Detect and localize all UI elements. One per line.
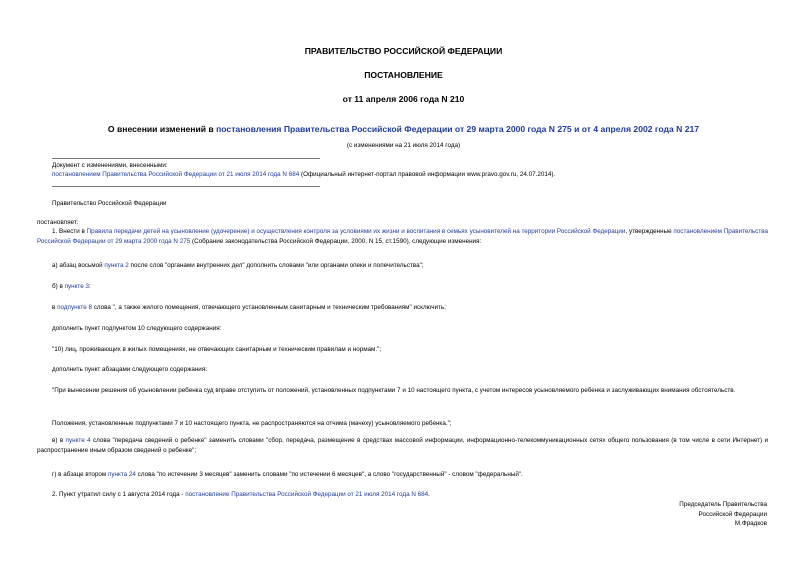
document-title [0,124,807,134]
item-b-1 [52,303,446,312]
divider-bottom [52,186,320,187]
item-b-4: дополнить пункт абзацами следующего содержания: [52,366,207,373]
item-b-text-1: б) в [52,283,65,290]
item-v-text-2: слова "передача сведений о ребенке" заменить словами "сбор, передача, размещение в средствах массовой информации, информационно-телекоммуникационных сетях общего пользования (в том числе в сети Интернет) и распространение иным образом сведений о ребенке"; [37,437,768,454]
item-g-text-1: г) в абзаце втором [52,471,108,478]
p2-text-b: . [428,491,430,498]
header-doc-type: ПОСТАНОВЛЕНИЕ [364,70,443,80]
point-24-link[interactable]: пункта 24 [108,471,136,478]
header-date: от 11 апреля 2006 года N 210 [342,94,465,104]
quote-1: "При вынесении решения об усыновлении ребенка суд вправе отступить от положений, установленных подпунктами 7 и 10 настоящего пункта, с учетом интересов усыновляемого ребенка и заслуживающих внимания обстоятельств. [52,387,736,394]
point-2-link[interactable]: пункта 2 [104,262,129,269]
gov-line: Правительство Российской Федерации [52,200,167,207]
changes-link[interactable]: постановлением Правительства Российской Федерации от 21 июля 2014 года N 684 [52,171,300,178]
changes-line [52,170,555,179]
item-b1-text-1: в [52,304,58,311]
decree-275-link[interactable]: постановлением Правительства Российской Федерации от 29 марта 2000 года N 275 [37,228,768,245]
item-b-3: "10) лиц, проживающих в жилых помещениях, не отвечающих санитарным и техническим правилам и нормам."; [52,346,382,353]
point-3-link[interactable]: пункте 3 [64,283,89,290]
divider-top [52,158,320,159]
p2-text-a: 2. Пункт утратил силу с 1 августа 2014 года - [52,491,186,498]
changes-label: Документ с изменениями, внесенными: [52,162,168,169]
decrees-line: постановляет: [37,219,79,226]
signature-block [679,500,767,529]
paragraph-1 [37,227,768,247]
item-b-text-2: : [89,283,91,290]
item-v [37,436,768,456]
p1-text-c: (Собрание законодательства Российской Федерации, 2000, N 15, ст.1590), следующие изменения: [190,238,482,245]
subpoint-8-link[interactable]: подпункте 8 [57,304,92,311]
quote-2: Положения, установленные подпунктами 7 и 10 настоящего пункта, не распространяются на отчима (мачеху) усыновляемого ребенка."; [52,420,452,427]
title-prefix: О внесении изменений в [107,124,217,134]
revision-note: (с изменениями на 21 июля 2014 года) [346,142,461,149]
signature-name: М.Фрадков [734,520,767,527]
item-a [52,261,424,270]
item-g [52,470,523,479]
signature-org: Российской Федерации [698,510,767,518]
changes-source: (Официальный интернет-портал правовой информации www.pravo.gov.ru, 24.07.2014). [299,171,556,178]
point-4-link[interactable]: пункте 4 [65,437,91,444]
item-a-text-2: после слов "органами внутренних дел" дополнить словами "или органами опеки и попечительства"; [128,262,424,269]
rules-link[interactable]: Правила передачи детей на усыновление (удочерение) и осуществления контроля за условиями их жизни и воспитания в семьях усыновителей на территории Российской Федерации [86,228,626,235]
item-b1-text-2: слова ", а также жилого помещения, отвечающего установленным санитарным и техническим требованиям" исключить; [92,304,446,311]
item-b [52,282,91,291]
p1-text-a: 1. Внести в [52,228,87,235]
paragraph-2 [52,490,430,499]
title-link[interactable]: постановления Правительства Российской Федерации от 29 марта 2000 года N 275 и от 4 апреля 2002 года N 217 [216,124,700,134]
signature-title: Председатель Правительства [679,501,767,508]
decree-684-link[interactable]: постановление Правительства Российской Федерации от 21 июля 2014 года N 684 [185,491,429,498]
item-a-text-1: а) абзац восьмой [52,262,105,269]
item-v-text-1: в) в [52,437,66,444]
header-government: ПРАВИТЕЛЬСТВО РОССИЙСКОЙ ФЕДЕРАЦИИ [304,46,503,56]
item-g-text-2: слова "по истечении 3 месяцев" заменить словами "по истечении 6 месяцев", а слово "государственный" - словом "федеральный". [135,471,523,478]
item-b-2: дополнить пункт подпунктом 10 следующего содержания: [52,325,222,332]
p1-text-b: , утвержденные [625,228,674,235]
